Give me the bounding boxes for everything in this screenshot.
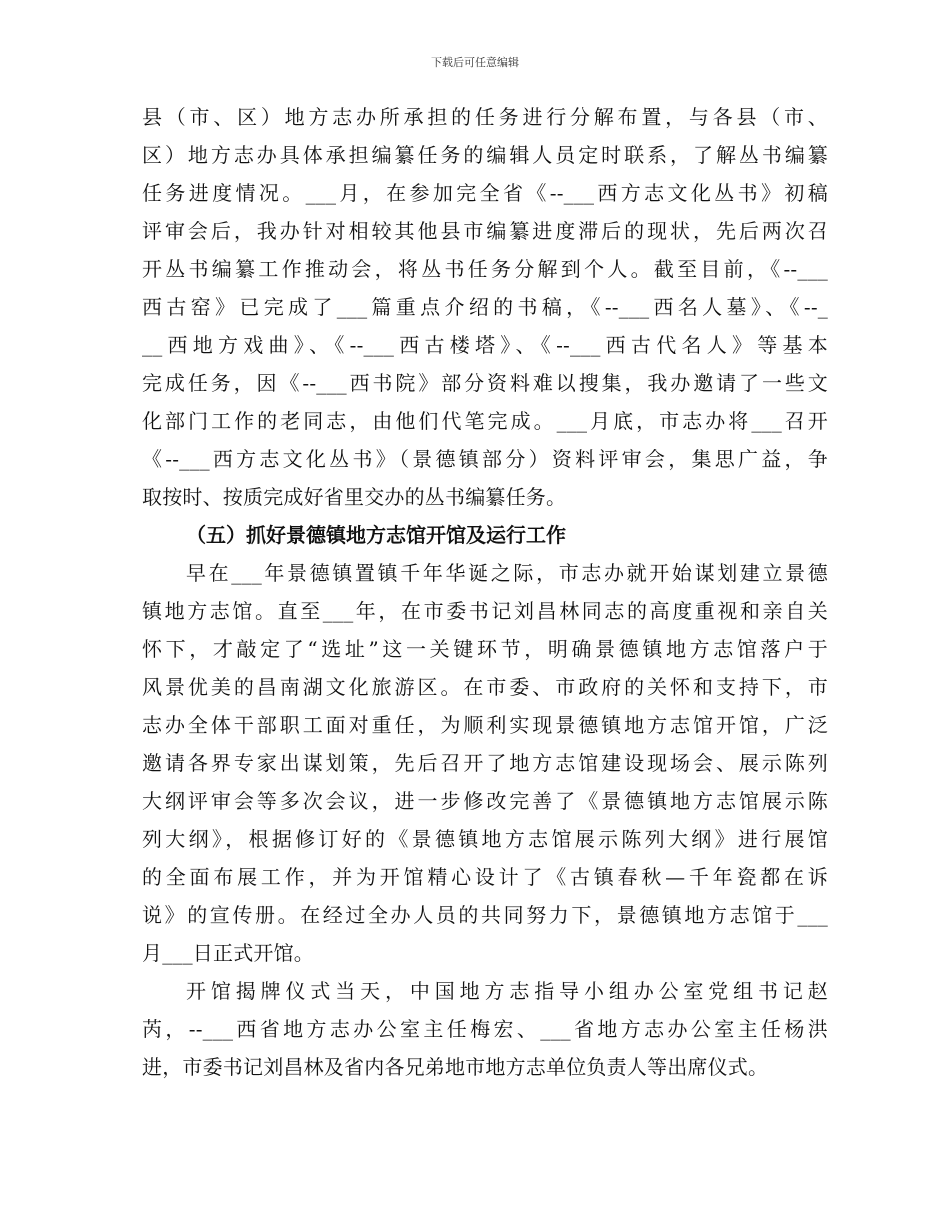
paragraph-2 [142,554,828,972]
text-line: 完成任务，因《--___西书院》部分资料难以搜集，我办邀请了一些文 [142,371,828,395]
text-line: 西古窑》已完成了___篇重点介绍的书稿，《--___西名人墓》、《--_ [142,295,828,319]
text-line: 县（市、区）地方志办所承担的任务进行分解布置，与各县（市、 [142,105,828,129]
text-line: 《--___西方志文化丛书》（景德镇部分）资料评审会，集思广益，争 [142,447,828,471]
text-line: 区）地方志办具体承担编纂任务的编辑人员定时联系，了解丛书编纂 [142,143,828,167]
page-header: 下载后可任意编辑 [431,56,519,69]
text-line: 进，市委书记刘昌林及省内各兄弟地市地方志单位负责人等出席仪式。 [142,1055,769,1079]
text-line: 镇地方志馆。直至___年，在市委书记刘昌林同志的高度重视和亲自关 [142,599,828,623]
text-line: 取按时、按质完成好省里交办的丛书编纂任务。 [142,485,567,509]
text-line: 怀下，才敲定了“选址”这一关键环节，明确景德镇地方志馆落户于 [142,637,828,661]
section-heading: （五）抓好景德镇地方志馆开馆及运行工作 [186,523,566,547]
text-line: 芮，--___西省地方志办公室主任梅宏、___省地方志办公室主任杨洪 [142,1017,828,1041]
text-line: 大纲评审会等多次会议，进一步修改完善了《景德镇地方志馆展示陈 [142,789,828,813]
text-line: __西地方戏曲》、《--___西古楼塔》、《--___西古代名人》等基本 [142,333,828,357]
text-line: 列大纲》，根据修订好的《景德镇地方志馆展示陈列大纲》进行展馆 [142,827,828,851]
text-line: 任务进度情况。___月，在参加完全省《--___西方志文化丛书》初稿 [142,181,828,205]
text-line: 说》的宣传册。在经过全办人员的共同努力下，景德镇地方志馆于___ [142,903,828,927]
text-line: 邀请各界专家出谋划策，先后召开了地方志馆建设现场会、展示陈列 [142,751,828,775]
text-line: 开馆揭牌仪式当天，中国地方志指导小组办公室党组书记赵 [186,979,828,1003]
text-line: 早在___年景德镇置镇千年华诞之际，市志办就开始谋划建立景德 [186,561,828,585]
paragraph-1 [142,98,828,516]
paragraph-3 [142,972,828,1086]
text-line: 化部门工作的老同志，由他们代笔完成。___月底，市志办将___召开 [142,409,828,433]
document-body [142,98,828,1086]
text-line: 开丛书编纂工作推动会，将丛书任务分解到个人。截至目前，《--___ [142,257,828,281]
text-line: 的全面布展工作，并为开馆精心设计了《古镇春秋—千年瓷都在诉 [142,865,828,889]
text-line: 志办全体干部职工面对重任，为顺利实现景德镇地方志馆开馆，广泛 [142,713,828,737]
text-line: 评审会后，我办针对相较其他县市编纂进度滞后的现状，先后两次召 [142,219,828,243]
text-line: 月___日正式开馆。 [142,941,314,965]
text-line: 风景优美的昌南湖文化旅游区。在市委、市政府的关怀和支持下，市 [142,675,828,699]
